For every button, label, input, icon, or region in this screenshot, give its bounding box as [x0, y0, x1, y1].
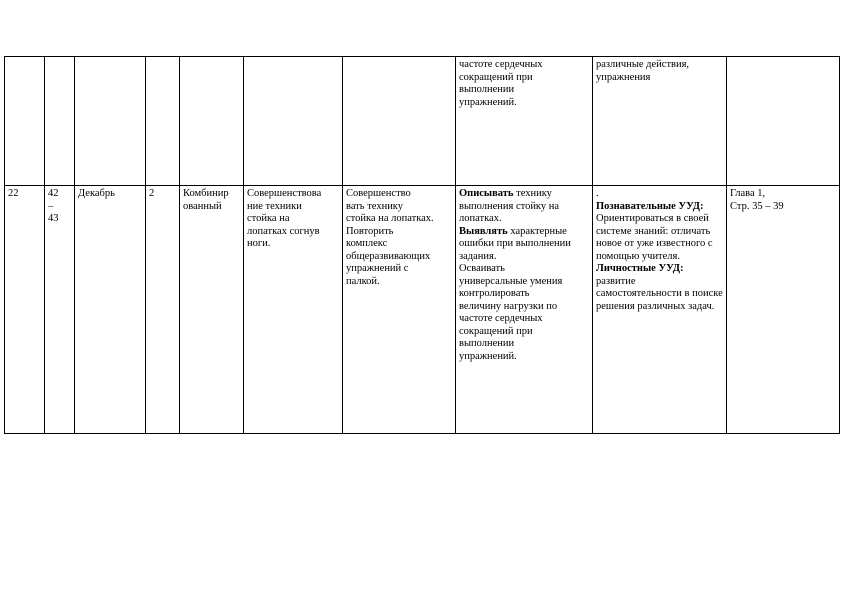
table-row-lesson-22: [5, 186, 840, 434]
text-line: выполнении: [459, 338, 515, 349]
cell-month-empty: [75, 57, 146, 186]
month-text: Декабрь: [78, 188, 115, 199]
hours-text: 2: [149, 188, 155, 199]
text-line: Совершенство: [346, 188, 411, 199]
cell-activities: [456, 186, 593, 434]
lesson-plan-table: [4, 56, 840, 434]
text-line: ние техники: [247, 200, 302, 212]
cell-reference: [727, 186, 840, 434]
text-line: упражнений.: [459, 96, 517, 108]
cell-uud-continuation: [593, 57, 727, 186]
text-line: стойка на: [247, 213, 290, 224]
cell-number-empty: [5, 57, 45, 186]
cell-content: [343, 186, 456, 434]
cell-lesson-empty: [45, 57, 75, 186]
cell-hours: [146, 186, 180, 434]
text-line: величину нагрузки по: [459, 300, 558, 312]
text-line: Глава 1,: [730, 188, 766, 199]
text-line: комплекс: [346, 238, 388, 249]
text-line: частоте сердечных: [459, 313, 543, 324]
text-line: сокращений при: [459, 325, 533, 337]
text-line: сокращений при: [459, 71, 533, 83]
cell-content-empty: [343, 57, 456, 186]
text-line: Стр. 35 – 39: [730, 200, 784, 212]
text-line: контролировать: [459, 288, 530, 299]
text-line: .: [596, 188, 599, 199]
cell-number: [5, 186, 45, 434]
text-line: общеразвивающих: [346, 250, 431, 262]
text-line: упражнений.: [459, 350, 517, 362]
text-line: стойка на лопатках.: [346, 213, 434, 224]
cell-topic-empty: [244, 57, 343, 186]
cell-month: [75, 186, 146, 434]
uud-cognitive: Познавательные УУД: Ориентироваться в своей системе знаний: отличать новое от уже известного с помощью учителя.: [596, 200, 713, 262]
text-line: 42: [48, 188, 59, 199]
text-line: упражнения: [596, 71, 651, 83]
text-line: Осваивать: [459, 263, 505, 274]
text-line: –: [48, 200, 54, 212]
text-line: выполнении: [459, 84, 515, 95]
text-line: различные действия,: [596, 59, 690, 70]
cell-lesson-numbers: [45, 186, 75, 434]
uud-personal: Личностные УУД: развитие самостоятельности в поиске решения различных задач.: [596, 263, 723, 312]
text-line: 43: [48, 213, 59, 224]
table-row-continuation: [5, 57, 840, 186]
text-line: упражнений с: [346, 263, 409, 274]
text-line: вать технику: [346, 200, 404, 212]
text-line: лопатках согнув: [247, 225, 320, 237]
text-line: Совершенствова: [247, 188, 322, 199]
activity-master: [459, 263, 589, 363]
text-line: ованный: [183, 200, 222, 212]
text-line: ноги.: [247, 238, 271, 249]
text-line: универсальные умения: [459, 275, 563, 287]
cell-reference-empty: [727, 57, 840, 186]
text-line: частоте сердечных: [459, 59, 543, 70]
cell-hours-empty: [146, 57, 180, 186]
text-line: Комбинир: [183, 188, 229, 199]
activity-describe: Описывать технику выполнения стойку на лопатках.: [459, 188, 560, 224]
cell-uud: [593, 186, 727, 434]
cell-topic: [244, 186, 343, 434]
cell-type-empty: [180, 57, 244, 186]
cell-lesson-type: [180, 186, 244, 434]
lesson-number: 22: [8, 188, 19, 199]
text-line: палкой.: [346, 275, 380, 287]
text-line: Повторить: [346, 225, 394, 237]
activity-identify: Выявлять характерные ошибки при выполнении задания.: [459, 225, 571, 262]
cell-activity-continuation: [456, 57, 593, 186]
